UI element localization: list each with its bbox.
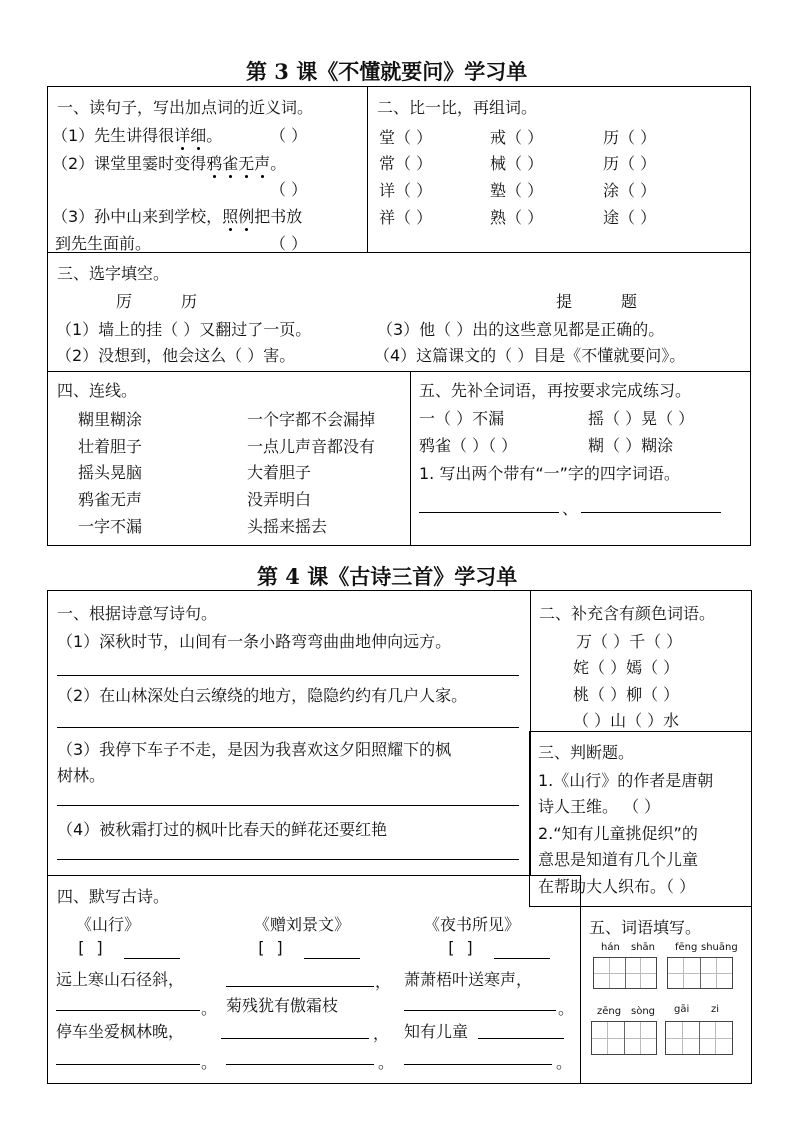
l4-s3-q1b[interactable]: 诗人王维。 （ ） bbox=[538, 797, 661, 816]
l3-s1-q2-answer[interactable]: （ ） bbox=[270, 180, 308, 199]
l4-s5-pinyin-zi: zi bbox=[711, 1004, 720, 1015]
l3-s3-heading: 三、选字填空。 bbox=[57, 264, 170, 283]
l4-s4-p3-line1: 萧萧梧叶送寒声， bbox=[404, 970, 533, 989]
l3-s5-r2b[interactable]: 糊（ ）糊涂 bbox=[588, 436, 674, 455]
l3-s1-heading: 一、读句子，写出加点词的近义词。 bbox=[57, 98, 314, 117]
l4-s5-grid-zengsong[interactable] bbox=[591, 1021, 657, 1055]
l4-s4-p1-line3: 停车坐爱枫林晚， bbox=[56, 1022, 185, 1041]
l4-s5-pinyin-song: sòng bbox=[631, 1006, 656, 1017]
l4-s4-heading: 四、默写古诗。 bbox=[57, 887, 170, 906]
l4-s4-period-4: 。 bbox=[378, 1053, 395, 1072]
l3-s1-q3a: （3）孙中山来到学校，照例把书放 bbox=[52, 207, 303, 226]
l3-s5-r1b[interactable]: 摇（ ）晃（ ） bbox=[588, 409, 695, 428]
l3-s1-q2: （2）课堂里霎时变得鸦雀无声。 bbox=[52, 154, 287, 173]
l4-s4-period-5: 。 bbox=[556, 1053, 573, 1072]
l3-s5-heading: 五、先补全词语，再按要求完成练习。 bbox=[419, 381, 692, 400]
l4-s1-q2-line[interactable] bbox=[57, 727, 519, 728]
l4-s4-p2-line4[interactable] bbox=[226, 1064, 374, 1065]
l3-s2-r4c3[interactable]: 途（ ） bbox=[603, 208, 657, 227]
l4-s4-comma-2: ， bbox=[373, 1024, 390, 1043]
l4-s4-poem1-author-line[interactable] bbox=[124, 958, 180, 959]
l3-s2-r2c1[interactable]: 常（ ） bbox=[379, 154, 433, 173]
l4-s4-poem2-author[interactable]: [ ] bbox=[256, 938, 285, 957]
l3-s2-r1c1[interactable]: 堂（ ） bbox=[379, 128, 433, 147]
l4-s4-p3-line4[interactable] bbox=[404, 1064, 552, 1065]
l3-s5-question: 1. 写出两个带有“一”字的四字词语。 bbox=[419, 464, 680, 483]
l3-section3-box bbox=[47, 252, 751, 372]
l4-section5-box bbox=[580, 906, 752, 1084]
l4-s4-poem2-title: 《赠刘景文》 bbox=[254, 915, 351, 934]
l3-s4-right-1[interactable]: 一个字都不会漏掉 bbox=[247, 410, 376, 429]
l3-s2-r3c2[interactable]: 塾（ ） bbox=[490, 181, 544, 200]
l3-s1-q1-answer[interactable]: （ ） bbox=[270, 126, 308, 145]
l4-s4-period-2: 。 bbox=[558, 999, 575, 1018]
l3-s3-q4[interactable]: （4）这篇课文的（ ）目是《不懂就要问》。 bbox=[374, 346, 686, 365]
l4-s4-p3-line2[interactable] bbox=[404, 1010, 556, 1011]
l3-s3-choice-li: 厉 bbox=[116, 292, 133, 311]
l4-s2-heading: 二、补充含有颜色词语。 bbox=[539, 604, 716, 623]
l4-s5-pinyin-shan: shān bbox=[631, 942, 656, 953]
l4-section4-box bbox=[47, 875, 581, 1084]
l3-section5-box bbox=[410, 371, 751, 546]
l4-s1-q3-line[interactable] bbox=[57, 805, 519, 806]
l4-s5-pinyin-shuang: shuāng bbox=[701, 942, 738, 953]
l3-s1-q3b: 到先生面前。 bbox=[55, 234, 152, 253]
l4-s3-q1a: 1.《山行》的作者是唐朝 bbox=[538, 771, 714, 790]
l4-s2-row2[interactable]: 姹（ ）嫣（ ） bbox=[573, 658, 680, 677]
l4-s5-pinyin-feng: fēng bbox=[675, 942, 698, 953]
l3-section2-box bbox=[367, 86, 751, 253]
l4-s4-p1-line2[interactable] bbox=[56, 1010, 200, 1011]
l3-s3-choice-li2: 历 bbox=[181, 292, 198, 311]
l4-s4-period-1: 。 bbox=[201, 999, 218, 1018]
l4-s1-q3a: （3）我停下车子不走，是因为我喜欢这夕阳照耀下的枫 bbox=[57, 740, 452, 759]
l4-s1-q4: （4）被秋霜打过的枫叶比春天的鲜花还要红艳 bbox=[57, 820, 388, 839]
l3-s4-left-4[interactable]: 鸦雀无声 bbox=[78, 490, 143, 509]
l3-s4-right-3[interactable]: 大着胆子 bbox=[247, 463, 312, 482]
l4-s1-q1: （1）深秋时节，山间有一条小路弯弯曲曲地伸向远方。 bbox=[57, 632, 452, 651]
l3-s2-r3c1[interactable]: 详（ ） bbox=[379, 181, 433, 200]
l4-s3-heading: 三、判断题。 bbox=[538, 743, 635, 762]
l4-s4-poem3-title: 《夜书所见》 bbox=[424, 915, 521, 934]
l3-s5-answer-line-1[interactable] bbox=[419, 512, 559, 513]
l3-section1-box bbox=[47, 86, 368, 253]
l4-s2-row4[interactable]: （ ）山（ ）水 bbox=[573, 711, 680, 730]
l4-s4-poem3-author-line[interactable] bbox=[494, 958, 550, 959]
l4-s4-comma-1: ， bbox=[375, 972, 392, 991]
l4-s4-poem3-author[interactable]: [ ] bbox=[446, 938, 475, 957]
l4-s5-pinyin-gai: gāi bbox=[674, 1004, 690, 1015]
l4-s1-q4-line[interactable] bbox=[57, 859, 519, 860]
tianzige-cell[interactable] bbox=[594, 958, 626, 988]
l3-s4-left-5[interactable]: 一字不漏 bbox=[78, 517, 143, 536]
l4-s5-grid-gaizi[interactable] bbox=[665, 1021, 733, 1055]
l3-s2-r4c1[interactable]: 祥（ ） bbox=[379, 208, 433, 227]
l4-s3-q2a: 2.“知有儿童挑促织”的 bbox=[538, 824, 698, 843]
l4-section1-box bbox=[47, 590, 531, 876]
tianzige-cell[interactable] bbox=[625, 1022, 657, 1054]
l3-s2-r2c3[interactable]: 历（ ） bbox=[603, 154, 657, 173]
tianzige-cell[interactable] bbox=[700, 1022, 733, 1054]
l4-s4-poem2-author-line[interactable] bbox=[304, 958, 360, 959]
l3-section4-box bbox=[47, 371, 411, 546]
l4-s5-grid-fengshuang[interactable] bbox=[667, 957, 733, 989]
l4-s3-q2b: 意思是知道有几个儿童 bbox=[538, 850, 699, 869]
l4-s4-p2-line3[interactable] bbox=[221, 1038, 369, 1039]
l4-s4-p1-line4[interactable] bbox=[56, 1064, 200, 1065]
l3-s2-r1c3[interactable]: 历（ ） bbox=[603, 128, 657, 147]
tianzige-cell[interactable] bbox=[668, 958, 701, 988]
l4-s5-pinyin-han: hán bbox=[601, 942, 620, 953]
l4-s5-pinyin-zeng: zēng bbox=[597, 1006, 622, 1017]
l4-s1-q1-line[interactable] bbox=[57, 675, 519, 676]
l3-s2-r1c2[interactable]: 戒（ ） bbox=[490, 128, 544, 147]
l4-s5-grid-hanshan[interactable] bbox=[593, 957, 657, 989]
l3-s2-heading: 二、比一比，再组词。 bbox=[377, 98, 538, 117]
l3-s5-r1a[interactable]: 一（ ）不漏 bbox=[419, 409, 505, 428]
l3-s5-r2a[interactable]: 鸦雀（ ）（ ） bbox=[419, 436, 518, 455]
tianzige-cell[interactable] bbox=[626, 958, 657, 988]
l4-s1-heading: 一、根据诗意写诗句。 bbox=[57, 604, 218, 623]
l3-s4-left-1[interactable]: 糊里糊涂 bbox=[78, 410, 143, 429]
l3-s5-separator: 、 bbox=[562, 499, 579, 518]
l4-s4-p2-line1[interactable] bbox=[226, 986, 374, 987]
l3-s5-answer-line-2[interactable] bbox=[581, 512, 721, 513]
l3-s3-choice-ti2: 题 bbox=[621, 292, 638, 311]
lesson3-title: 第 3 课《不懂就要问》学习单 bbox=[246, 59, 528, 84]
lesson4-title: 第 4 课《古诗三首》学习单 bbox=[257, 564, 518, 589]
l3-s4-right-2[interactable]: 一点儿声音都没有 bbox=[247, 437, 376, 456]
l4-s5-heading: 五、词语填写。 bbox=[589, 918, 702, 937]
l3-s1-q1: （1）先生讲得很详细。 bbox=[52, 126, 223, 145]
l3-s4-right-5[interactable]: 头摇来摇去 bbox=[247, 517, 328, 536]
l4-s1-q3b: 树林。 bbox=[57, 766, 106, 785]
l3-s2-r4c2[interactable]: 熟（ ） bbox=[490, 208, 544, 227]
l4-s4-period-3: 。 bbox=[201, 1053, 218, 1072]
l3-s3-q3[interactable]: （3）他（ ）出的这些意见都是正确的。 bbox=[377, 320, 665, 339]
tianzige-cell[interactable] bbox=[592, 1022, 625, 1054]
l3-s4-heading: 四、连线。 bbox=[57, 381, 138, 400]
l4-s1-q2: （2）在山林深处白云缭绕的地方，隐隐约约有几户人家。 bbox=[57, 686, 468, 705]
l4-s4-poem1-title: 《山行》 bbox=[76, 915, 141, 934]
l4-s4-p2-line2: 菊残犹有傲霜枝 bbox=[226, 996, 339, 1015]
l4-s2-row3[interactable]: 桃（ ）柳（ ） bbox=[573, 685, 680, 704]
l4-s4-p1-line1: 远上寒山石径斜， bbox=[56, 970, 185, 989]
l4-s4-p3-line3: 知有儿童 bbox=[404, 1022, 469, 1041]
l4-s3-q2c[interactable]: 在帮助大人织布。（ ） bbox=[538, 877, 696, 896]
tianzige-cell[interactable] bbox=[666, 1022, 700, 1054]
l3-s3-q1[interactable]: （1）墙上的挂（ ）又翻过了一页。 bbox=[56, 320, 312, 339]
l3-s3-choice-ti: 提 bbox=[556, 292, 573, 311]
l4-s2-row1[interactable]: 万（ ）千（ ） bbox=[576, 632, 683, 651]
l4-section2-box bbox=[530, 590, 752, 732]
l3-s4-right-4[interactable]: 没弄明白 bbox=[247, 490, 312, 509]
l4-s4-poem1-author[interactable]: [ ] bbox=[76, 938, 105, 957]
tianzige-cell[interactable] bbox=[701, 958, 733, 988]
l3-s2-r3c3[interactable]: 涂（ ） bbox=[603, 181, 657, 200]
l3-s4-left-2[interactable]: 壮着胆子 bbox=[78, 437, 143, 456]
l3-s2-r2c2[interactable]: 械（ ） bbox=[490, 154, 544, 173]
l3-s3-q2[interactable]: （2）没想到，他会这么（ ）害。 bbox=[56, 346, 296, 365]
l3-s4-left-3[interactable]: 摇头晃脑 bbox=[78, 463, 143, 482]
l4-s4-p3-line3-blank[interactable] bbox=[478, 1038, 564, 1039]
l3-s1-q3-answer[interactable]: （ ） bbox=[270, 234, 308, 253]
